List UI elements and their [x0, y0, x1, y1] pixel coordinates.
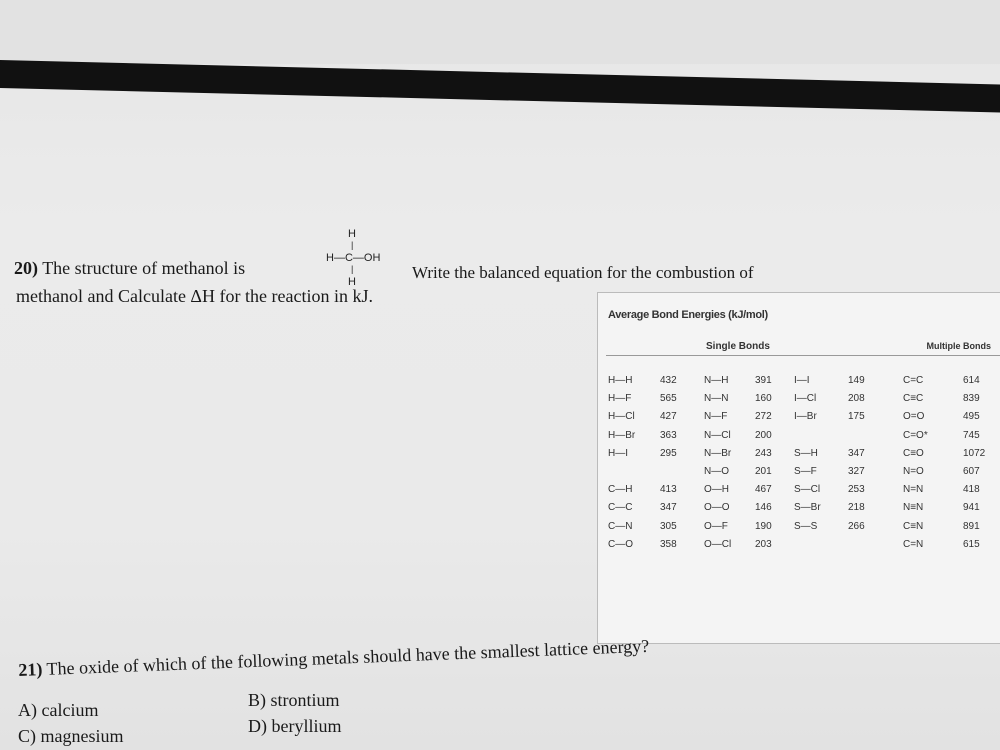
table-bond-col1-8: C—N — [608, 520, 633, 532]
table-bond-col2-1: N—N — [704, 393, 729, 405]
table-value-col3-2: 175 — [848, 411, 865, 423]
single-bonds-header: Single Bonds — [706, 341, 770, 352]
table-value-col3-6: 253 — [848, 484, 865, 496]
table-bond-col1-0: H—H — [608, 375, 633, 386]
table-bond-col3-7: S—Br — [794, 502, 821, 514]
table-value-col2-6: 467 — [755, 484, 772, 496]
q20-line2: methanol and Calculate ΔH for the reaction in kJ. — [16, 286, 373, 306]
q21-option-a: A) calcium — [18, 700, 99, 720]
table-value-col4-6: 418 — [963, 484, 980, 496]
table-bond-col2-4: N—Br — [704, 447, 732, 459]
q21-line — [18, 636, 650, 681]
table-value-col2-3: 200 — [755, 429, 772, 441]
table-value-col4-1: 839 — [963, 393, 980, 405]
table-bond-col4-7: N≡N — [903, 502, 924, 514]
table-value-col4-3: 745 — [963, 429, 980, 441]
table-value-col2-7: 146 — [755, 502, 772, 514]
table-value-col1-2: 427 — [660, 411, 677, 423]
table-bond-col1-1: H—F — [608, 393, 632, 405]
q20-text-a: The structure of methanol is — [42, 258, 246, 278]
methanol-h-top: H — [348, 228, 356, 240]
table-value-col4-4: 1072 — [963, 447, 986, 459]
table-value-col3-0: 149 — [848, 375, 865, 386]
table-bond-col3-4: S—H — [794, 447, 818, 459]
table-value-col4-9: 615 — [963, 538, 980, 550]
black-divider-bar — [0, 60, 1000, 112]
table-bond-col1-2: H—Cl — [608, 411, 635, 423]
table-bond-col2-7: O—O — [704, 502, 730, 514]
table-bond-col1-9: C—O — [608, 538, 633, 550]
table-bond-col2-6: O—H — [704, 484, 729, 496]
table-value-col2-4: 243 — [755, 447, 772, 459]
table-title: Average Bond Energies (kJ/mol) — [608, 309, 768, 321]
table-bond-col4-3: C=O* — [903, 429, 928, 441]
table-value-col3-1: 208 — [848, 393, 865, 405]
table-bond-col3-0: I—I — [794, 375, 810, 386]
table-value-col1-3: 363 — [660, 429, 677, 441]
table-value-col4-0: 614 — [963, 375, 980, 386]
table-value-col3-4: 347 — [848, 447, 865, 459]
table-bond-col4-6: N=N — [903, 484, 924, 496]
multiple-bonds-header: Multiple Bonds — [926, 341, 991, 351]
table-value-col2-1: 160 — [755, 393, 772, 405]
table-bond-col1-4: H—I — [608, 447, 628, 459]
table-bond-col2-9: O—Cl — [704, 538, 732, 550]
table-header-rule — [606, 355, 1000, 356]
table-bond-col1-3: H—Br — [608, 429, 636, 441]
table-value-col4-2: 495 — [963, 411, 980, 423]
table-bond-col1-7: C—C — [608, 502, 633, 514]
q20-number: 20) — [14, 258, 38, 278]
table-bond-col3-2: I—Br — [794, 411, 817, 423]
table-value-col1-0: 432 — [660, 375, 677, 386]
q21-option-c: C) magnesium — [18, 726, 124, 746]
table-value-col4-5: 607 — [963, 466, 980, 477]
q21-number: 21) — [18, 659, 43, 680]
q20-line1 — [14, 258, 245, 279]
table-bond-col4-9: C=N — [903, 538, 924, 550]
table-value-col4-7: 941 — [963, 502, 980, 514]
table-value-col3-5: 327 — [848, 466, 865, 477]
table-bond-col2-5: N—O — [704, 466, 729, 477]
table-bond-col4-1: C≡C — [903, 393, 924, 405]
table-value-col2-2: 272 — [755, 411, 772, 423]
table-bond-col1-6: C—H — [608, 484, 633, 496]
table-value-col1-7: 347 — [660, 502, 677, 514]
q21-option-d: D) beryllium — [248, 716, 342, 736]
methanol-bond-bottom: | — [351, 264, 354, 274]
table-value-col2-9: 203 — [755, 538, 772, 550]
methanol-h-bottom: H — [348, 276, 356, 288]
q21-option-b: B) strontium — [248, 690, 340, 710]
table-bond-col3-8: S—S — [794, 520, 818, 532]
q20-text-b: Write the balanced equation for the combustion of — [412, 263, 754, 282]
table-value-col2-0: 391 — [755, 375, 772, 386]
table-value-col1-9: 358 — [660, 538, 677, 550]
table-value-col2-8: 190 — [755, 520, 772, 532]
table-bond-col2-0: N—H — [704, 375, 729, 386]
table-value-col1-8: 305 — [660, 520, 677, 532]
table-value-col3-7: 218 — [848, 502, 865, 514]
table-bond-col4-4: C≡O — [903, 447, 924, 459]
table-bond-col2-8: O—F — [704, 520, 728, 532]
q21-text: The oxide of which of the following metals should have the smallest lattice energy? — [46, 635, 650, 679]
methanol-bond-top: | — [351, 240, 354, 250]
table-bond-col3-5: S—F — [794, 466, 817, 477]
table-bond-col2-3: N—Cl — [704, 429, 731, 441]
table-bond-col3-1: I—Cl — [794, 393, 817, 405]
table-value-col1-6: 413 — [660, 484, 677, 496]
table-value-col1-1: 565 — [660, 393, 677, 405]
bond-energy-table — [597, 292, 1000, 644]
table-bond-col4-5: N=O — [903, 466, 924, 477]
table-value-col4-8: 891 — [963, 520, 980, 532]
methanol-structure: H—C—OH — [326, 252, 381, 264]
table-bond-col3-6: S—Cl — [794, 484, 821, 496]
table-value-col1-4: 295 — [660, 447, 677, 459]
table-bond-col4-2: O=O — [903, 411, 925, 423]
table-bond-col4-8: C≡N — [903, 520, 924, 532]
top-background — [0, 0, 1000, 64]
table-value-col3-8: 266 — [848, 520, 865, 532]
table-bond-col2-2: N—F — [704, 411, 728, 423]
table-bond-col4-0: C=C — [903, 375, 924, 386]
table-value-col2-5: 201 — [755, 466, 772, 477]
